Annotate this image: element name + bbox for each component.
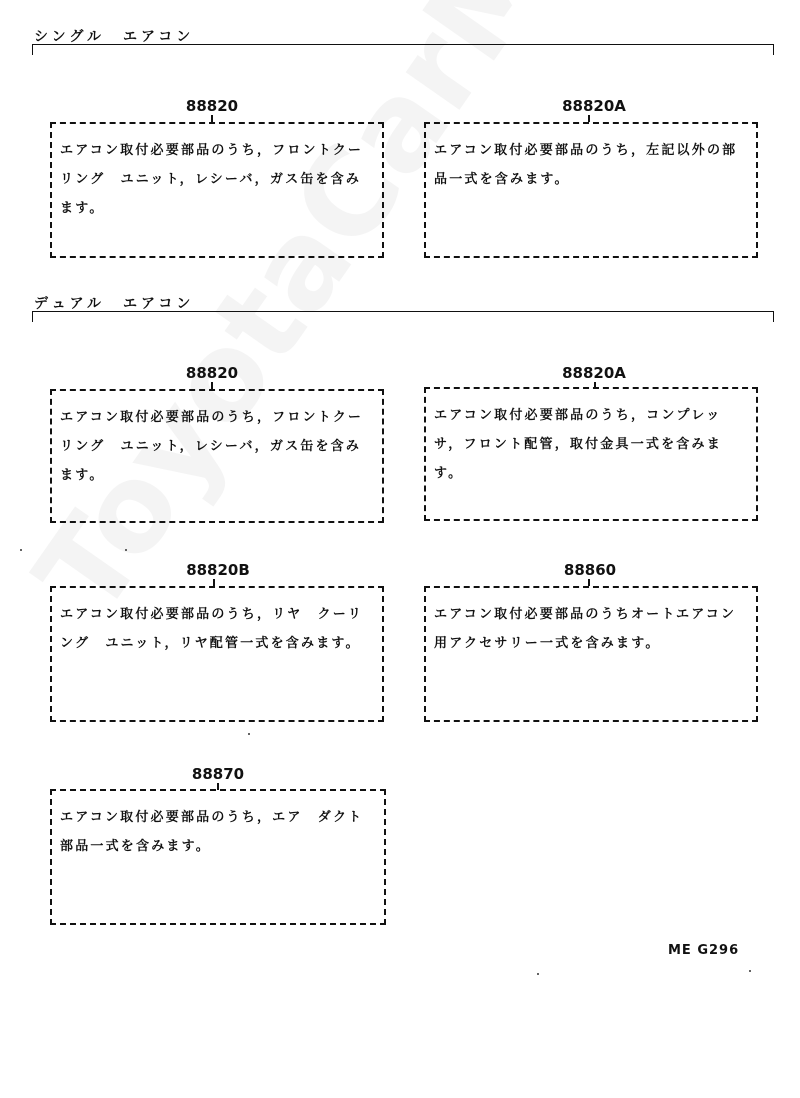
part-description: エアコン取付必要部品のうち，エア ダクト部品一式を含みます。 bbox=[60, 810, 364, 854]
scan-speck bbox=[125, 549, 127, 551]
leader-tick bbox=[211, 382, 213, 389]
part-number-88820b: 88820B bbox=[186, 561, 250, 579]
part-box-88870 bbox=[50, 789, 386, 925]
part-number-88820a-single: 88820A bbox=[562, 97, 626, 115]
part-box-88820b bbox=[50, 586, 384, 722]
section-bracket-single bbox=[32, 44, 774, 55]
scan-speck bbox=[20, 549, 22, 551]
part-number-88820a-dual: 88820A bbox=[562, 364, 626, 382]
scan-speck bbox=[749, 970, 751, 972]
part-description: エアコン取付必要部品のうちオートエアコン用アクセサリー一式を含みます。 bbox=[434, 607, 737, 651]
part-description: エアコン取付必要部品のうち，フロントクーリング ユニット，レシーバ，ガス缶を含みます。 bbox=[60, 410, 364, 483]
leader-tick bbox=[588, 115, 590, 122]
scan-speck bbox=[248, 733, 250, 735]
part-number-88870: 88870 bbox=[191, 765, 245, 783]
part-description: エアコン取付必要部品のうち，コンプレッサ，フロント配管，取付金具一式を含みます。 bbox=[434, 408, 722, 481]
part-box-88820a-dual bbox=[424, 387, 758, 521]
part-box-88820a-single bbox=[424, 122, 758, 258]
leader-tick bbox=[211, 115, 213, 122]
part-number-88820-dual: 88820 bbox=[185, 364, 239, 382]
part-description: エアコン取付必要部品のうち，左記以外の部品一式を含みます。 bbox=[434, 143, 738, 187]
scan-speck bbox=[537, 973, 539, 975]
part-box-88860 bbox=[424, 586, 758, 722]
leader-tick bbox=[588, 579, 590, 586]
part-description: エアコン取付必要部品のうち，フロントクーリング ユニット，レシーバ，ガス缶を含みます。 bbox=[60, 143, 364, 216]
part-box-88820-dual bbox=[50, 389, 384, 523]
leader-tick bbox=[213, 579, 215, 586]
part-number-88860: 88860 bbox=[563, 561, 617, 579]
section-bracket-dual bbox=[32, 311, 774, 322]
section-title-dual: デュアル エアコン bbox=[34, 296, 195, 312]
part-box-88820-single bbox=[50, 122, 384, 258]
part-description: エアコン取付必要部品のうち，リヤ クーリング ユニット，リヤ配管一式を含みます。 bbox=[60, 607, 364, 651]
part-number-88820-single: 88820 bbox=[185, 97, 239, 115]
figure-code: ME G296 bbox=[668, 943, 740, 958]
section-title-single: シングル エアコン bbox=[34, 29, 195, 45]
